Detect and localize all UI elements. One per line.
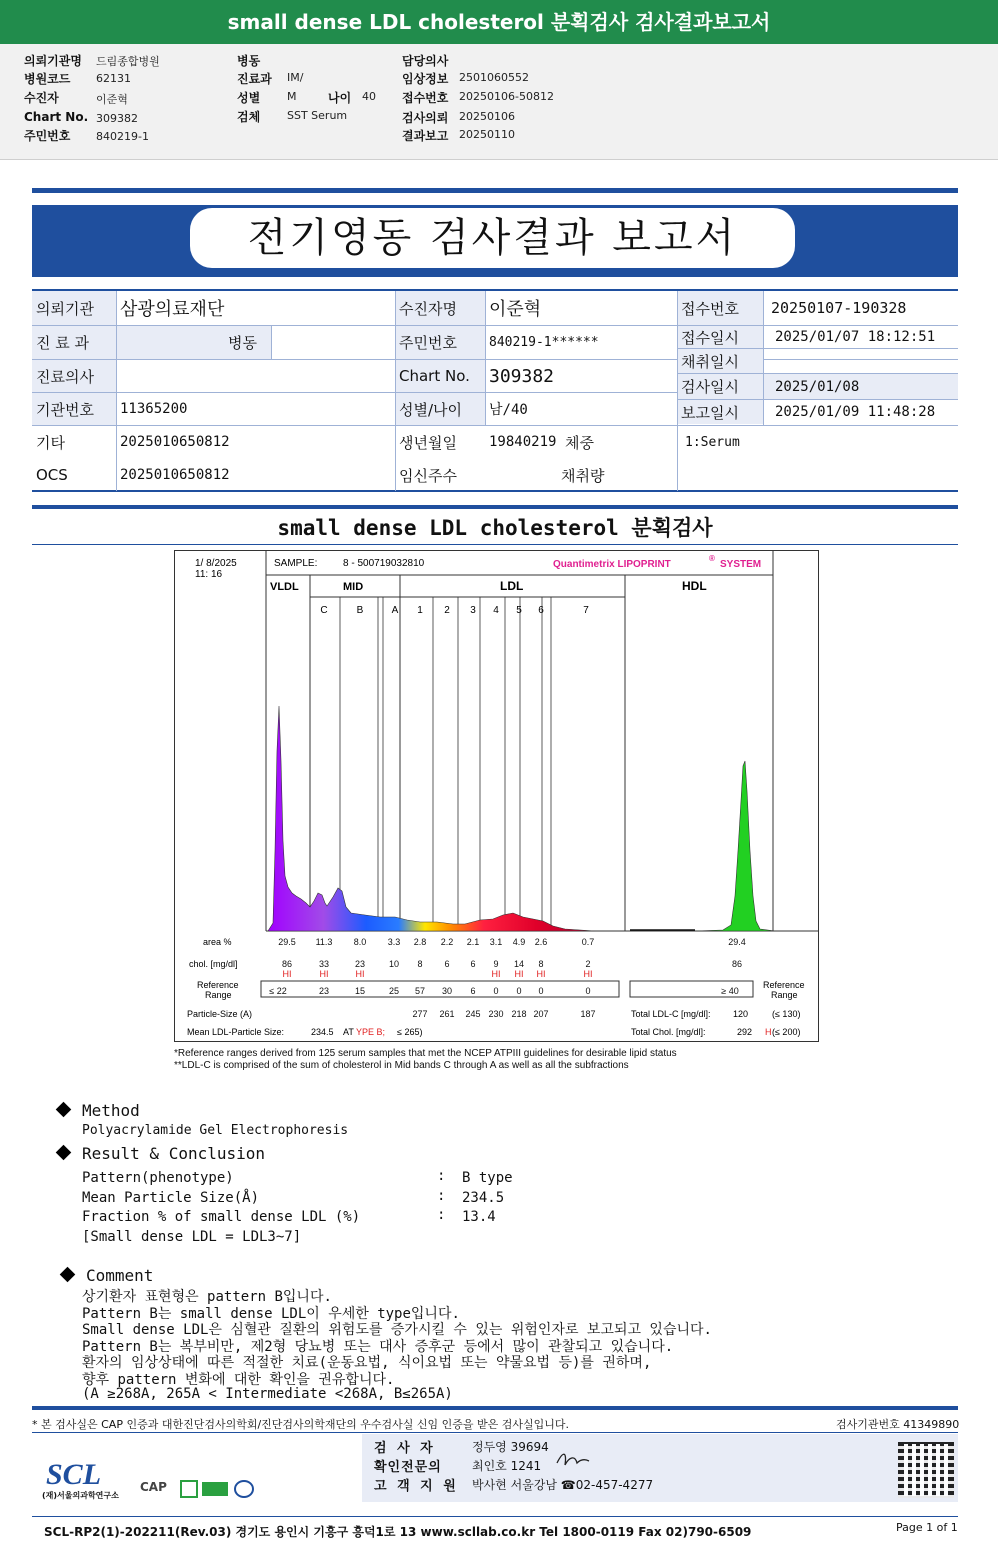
ref-box-ldl [261,981,619,997]
divider [763,291,764,425]
mean-type-suffix: ≤ 265) [397,1027,423,1037]
value-ward: 병동 [116,326,271,359]
page-number: Page 1 of 1 [896,1521,958,1534]
result-value: 13.4 [462,1209,496,1225]
field-label: 병원코드 [24,72,71,86]
chol-value: 33 [318,959,330,969]
field-value: 이준혁 [96,93,128,106]
signature-mark [555,1449,591,1469]
result-heading: Result & Conclusion [82,1144,266,1163]
signer-name: 박사현 서울강남 ☎02-457-4277 [472,1478,654,1492]
ref-value: 0 [538,986,544,996]
signer-name: 정두영 39694 [472,1440,549,1454]
divider [32,1432,958,1433]
label-preg: 임신주수 [395,460,485,490]
area-value: 2.1 [466,937,480,947]
field-value: 드림종합병원 [96,55,160,68]
comment-line: 향후 pattern 변화에 대한 확인을 권유합니다. [82,1372,395,1388]
field-label: 접수번호 [402,91,449,105]
label-dob: 생년월일 [395,426,485,458]
divider [677,399,958,400]
field-value: 20250110 [459,128,515,141]
comment-line: (A ≥268A, 265A < Intermediate <268A, B≤265A) [82,1386,453,1402]
sample-label: SAMPLE: [274,558,318,569]
accreditation-logo [202,1482,228,1496]
comment-line: 상기환자 표현형은 pattern B입니다. [82,1289,332,1305]
group-vldl: VLDL [270,581,299,593]
result-label: Fraction % of small dense LDL (%) [82,1209,361,1225]
value-receipt-date: 2025/01/07 18:12:51 [775,329,936,345]
field-label: 병동 [237,54,261,68]
value-chart: 309382 [489,365,555,387]
divider [677,348,958,349]
chol-value: 9 [493,959,499,969]
result-label: Pattern(phenotype) [82,1170,234,1186]
comment-heading: Comment [86,1266,154,1285]
sample-id: 8 - 500719032810 [343,558,425,569]
label-receipt-no: 접수번호 [677,291,763,325]
comment-line: Pattern B는 small dense LDL이 우세한 type입니다. [82,1306,460,1322]
divider [271,326,272,359]
value-specimen: 1:Serum [685,434,740,450]
chol-value: 2 [585,959,591,969]
value-sex-age: 남/40 [489,402,528,418]
ref-label-right-1: Reference [763,980,805,990]
group-mid: MID [343,581,364,593]
area-value: 11.3 [315,937,333,947]
ref-value: 25 [388,986,400,996]
label-dept: 진 료 과 [32,326,116,359]
value-etc: 2025010650812 [120,434,230,450]
field-value: 840219-1 [96,130,149,143]
label-chart: Chart No. [395,360,485,392]
area-value: 2.2 [440,937,454,947]
mean-label: Mean LDL-Particle Size: [187,1027,285,1037]
field-value: M [287,90,297,103]
divider [677,291,678,491]
band-separators [340,597,551,931]
total-ldl-label: Total LDL-C [mg/dl]: [631,1009,711,1019]
report-title: 전기영동 검사결과 보고서 [190,208,795,268]
value-receipt-no: 20250107-190328 [771,299,907,317]
qr-code-overlay [898,1442,954,1498]
field-label: 임상정보 [402,72,449,86]
result-note: [Small dense LDL = LDL3~7] [82,1229,302,1245]
cert-note: * 본 검사실은 CAP 인증과 대한진단검사의학회/진단검사의학재단의 우수검사실 신임 인증을 받은 검사실입니다. [32,1418,570,1431]
divider [32,1516,958,1517]
accreditation-logo [180,1480,198,1498]
label-patient: 수진자명 [395,291,485,325]
band-label: 6 [538,605,544,616]
field-value: 2501060552 [459,71,529,84]
particle-size: 245 [465,1009,481,1019]
band-label: A [391,605,399,616]
signer-role: 고 객 지 원 [374,1479,459,1494]
chol-value: 14 [513,959,525,969]
total-ldl-ref: (≤ 130) [772,1009,801,1019]
chol-value: 6 [444,959,450,969]
particle-size: 230 [488,1009,504,1019]
result-value: B type [462,1170,513,1186]
total-chol-ref: (≤ 200) [772,1027,801,1037]
field-label: 검체 [237,110,261,124]
label-collect: 채취일시 [677,349,763,373]
particle-size: 277 [412,1009,428,1019]
particle-size: 207 [533,1009,549,1019]
area-value: 29.5 [278,937,296,947]
footnote-1: *Reference ranges derived from 125 serum samples that met the NCEP ATPIII guidelines for desirable lipid status [174,1048,677,1059]
field-label: 검사의뢰 [402,111,449,125]
band-label: C [320,605,328,616]
flag-value: HI [319,969,329,979]
chol-value: 8 [417,959,423,969]
signer-role: 확인전문의 [374,1460,442,1475]
divider [116,291,117,491]
field-value: 20250106-50812 [459,90,554,103]
comment-line: 환자의 임상상태에 따른 적절한 치료(운동요법, 식이요법 또는 약물요법 등)를 권하며, [82,1355,652,1371]
bullet-icon [60,1267,76,1283]
band-label: 5 [516,605,522,616]
comment-line: Small dense LDL은 심혈관 질환의 위험도를 증가시킬 수 있는 위험인자로 보고되고 있습니다. [82,1322,712,1338]
ref-value: 0 [516,986,522,996]
label-ocs: OCS [32,460,116,490]
total-chol-label: Total Chol. [mg/dl]: [631,1027,706,1037]
total-chol-flag: H [765,1027,772,1037]
ref-value: 57 [414,986,426,996]
area-value: 4.9 [512,937,526,947]
divider [485,291,486,425]
scl-subtitle: (재)서울의과학연구소 [42,1491,119,1500]
area-label: area % [203,937,232,947]
field-value: IM/ [287,71,304,84]
ref-label-1: Reference [197,980,239,990]
patient-info-panel [0,44,998,160]
field-value: 309382 [96,112,138,125]
value-table [269,937,745,1019]
scl-logo: SCL [46,1458,102,1491]
mean-value: 234.5 [311,1027,334,1037]
field-label: 의뢰기관명 [24,54,82,68]
cap-logo: CAP [140,1480,167,1494]
label-test-date: 검사일시 [677,374,763,399]
flag-value: HI [536,969,546,979]
chol-value: 8 [538,959,544,969]
chol-value: 23 [354,959,366,969]
divider [32,544,958,545]
value-patient: 이준혁 [489,299,542,320]
label-receipt-date: 접수일시 [677,326,763,348]
band-label: 4 [493,605,499,616]
particle-label: Particle-Size (A) [187,1009,253,1019]
result-value: 234.5 [462,1190,505,1206]
result-label: Mean Particle Size(Å) [82,1190,260,1206]
label-report-date: 보고일시 [677,400,763,424]
divider [32,188,958,193]
chol-value: 6 [470,959,476,969]
field-label: 결과보고 [402,129,449,143]
system-name: Quantimetrix LIPOPRINT [553,559,671,570]
band-label: 3 [470,605,476,616]
comment-line: Pattern B는 복부비만, 제2형 당뇨병 또는 대사 증후군 등에서 많이 관찰되고 있습니다. [82,1339,674,1355]
ref-value: 30 [441,986,453,996]
label-doctor: 진료의사 [32,360,116,392]
particle-size: 261 [439,1009,455,1019]
flag-value: HI [514,969,524,979]
divider [32,1406,958,1410]
method-heading: Method [82,1101,140,1120]
field-label: 담당의사 [402,54,449,68]
footer-address: SCL-RP2(1)-202211(Rev.03) 경기도 용인시 기흥구 흥덕1로 13 www.scllab.co.kr Tel 1800-0119 Fax 02)790-6509 [44,1525,752,1539]
band-label: 7 [583,605,589,616]
flag-value: HI [355,969,365,979]
flag-value: HI [491,969,501,979]
value-test-date: 2025/01/08 [763,374,958,399]
colon: : [437,1188,446,1204]
ref-value: 6 [470,986,476,996]
band-label: 1 [417,605,423,616]
ref-value: 0 [493,986,499,996]
electrophoresis-plot [175,551,818,1041]
divider [677,373,958,374]
flag-value: HI [583,969,593,979]
flag-value: HI [282,969,292,979]
field-value: 62131 [96,72,131,85]
label-weight: 체중 [561,426,621,458]
chart-date: 1/ 8/2025 [195,558,237,569]
field-label: 성별 [237,91,261,105]
chol-label: chol. [mg/dl] [189,959,238,969]
footnote-2: **LDL-C is comprised of the sum of cholesterol in Mid bands C through A as well as all the subfractions [174,1060,629,1071]
band-label: B [356,605,364,616]
lipoprint-chart [174,550,819,1042]
field-label: 주민번호 [24,129,71,143]
area-value: 3.3 [387,937,401,947]
document-title: small dense LDL cholesterol 분획검사 검사결과보고서 [0,0,998,44]
accreditation-logo [234,1480,254,1498]
total-ldl: 120 [733,1009,749,1019]
colon: : [437,1168,446,1184]
value-inst-no: 11365200 [120,401,188,417]
field-value: 20250106 [459,110,515,123]
ref-value: 0 [585,986,591,996]
mean-type-prefix: AT [343,1027,354,1037]
ref-value: ≥ 40 [721,986,739,996]
field-label: 진료과 [237,72,272,86]
chol-value: 86 [731,959,743,969]
label-institution: 의뢰기관 [32,291,116,325]
particle-size: 187 [580,1009,596,1019]
value-institution: 삼광의료재단 [120,299,225,320]
particle-size: 218 [511,1009,527,1019]
group-ldl: LDL [500,579,524,593]
area-value: 0.7 [581,937,595,947]
section-title: small dense LDL cholesterol 분획검사 [277,516,713,540]
area-value: 8.0 [353,937,367,947]
label-sex-age: 성별/나이 [395,393,485,425]
ref-value: ≤ 22 [269,986,287,996]
band-labels [320,605,589,616]
ref-label-right-2: Range [771,990,798,1000]
value-dob: 19840219 [489,434,557,450]
value-ocs: 2025010650812 [120,467,230,483]
band-label: 2 [444,605,450,616]
label-rrn: 주민번호 [395,326,485,359]
divider [32,490,958,492]
value-report-date: 2025/01/09 11:48:28 [775,404,936,420]
area-value: 3.1 [489,937,503,947]
lipoprotein-curve [268,706,595,931]
total-chol: 292 [737,1027,753,1037]
label-etc: 기타 [32,426,116,458]
area-value: 29.4 [728,937,746,947]
method-text: Polyacrylamide Gel Electrophoresis [82,1123,349,1138]
field-value: 40 [362,90,376,103]
bullet-icon [56,1145,72,1161]
chol-value: 10 [388,959,400,969]
lab-number: 검사기관번호 41349890 [836,1418,960,1431]
ref-label-2: Range [205,990,232,1000]
ref-value: 15 [354,986,366,996]
area-value: 2.6 [534,937,548,947]
chart-time: 11: 16 [195,569,223,580]
field-label: 나이 [328,91,352,105]
divider [395,291,396,491]
field-label: Chart No. [24,110,89,124]
colon: : [437,1207,446,1223]
system-suffix: SYSTEM [720,559,762,570]
divider [32,505,958,509]
label-inst-no: 기관번호 [32,393,116,425]
bullet-icon [56,1102,72,1118]
ref-value: 23 [318,986,330,996]
field-value: SST Serum [287,109,348,122]
chol-value: 86 [281,959,293,969]
signer-name: 최인호 1241 [472,1459,542,1473]
group-hdl: HDL [682,579,707,593]
value-rrn: 840219-1****** [489,335,599,350]
signer-role: 검 사 자 [374,1441,436,1456]
field-label: 수진자 [24,91,59,105]
label-volume: 채취량 [557,460,621,490]
mean-type: YPE B; [356,1027,386,1037]
hdl-peak [630,761,775,931]
area-value: 2.8 [413,937,427,947]
registered-mark: ® [709,554,715,563]
